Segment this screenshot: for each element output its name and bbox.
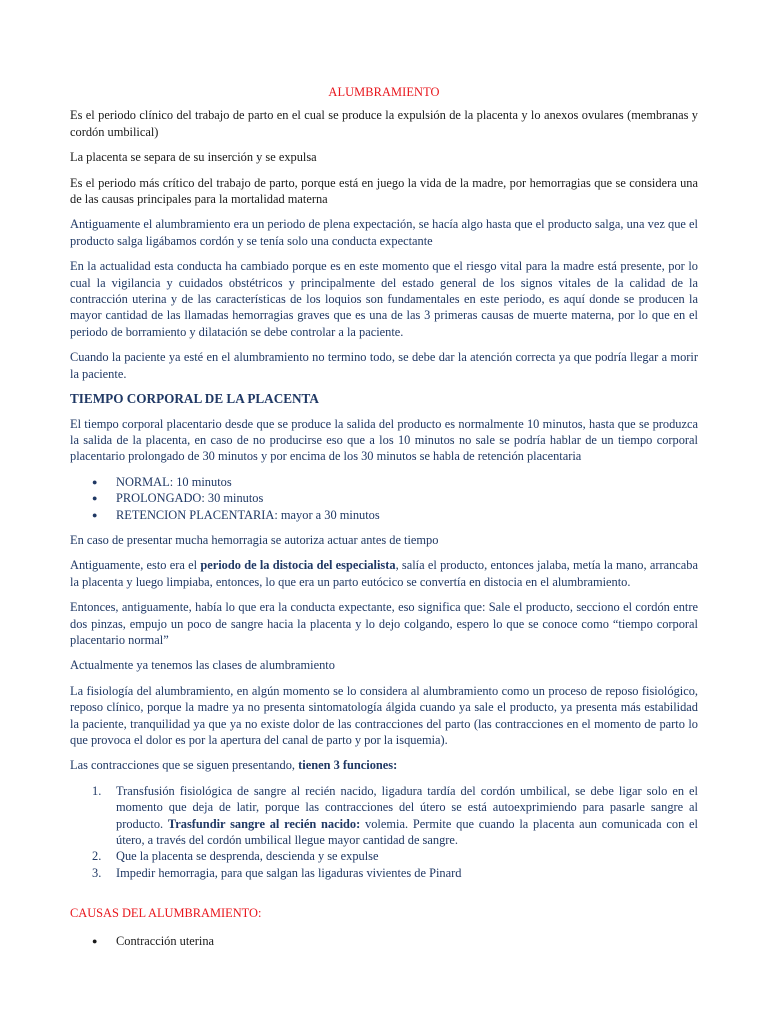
section-heading-causes: CAUSAS DEL ALUMBRAMIENTO: [70,906,262,921]
paragraph-critical-period: Es el periodo más crítico del trabajo de parto, porque está en juego la vida de la madre, por hemorragias que se considera una de las causas principales para la mortalidad materna [70,175,698,207]
document-title: ALUMBRAMIENTO [328,85,440,99]
list-item [70,474,698,490]
paragraph-classes: Actualmente ya tenemos las clases de alumbramiento [70,658,335,673]
list-number: 1. [92,783,102,798]
list-number: 3. [92,865,102,880]
time-value: 30 minutos [204,491,264,506]
paragraph-placenta-separation: La placenta se separa de su inserción y se expulsa [70,150,317,165]
time-value: 10 minutos [173,474,232,489]
dystocia-text-post: , salía el producto, entonces jalaba, metía la mano, arrancaba la placenta y luego limpiaba, entonces, lo que era un parto eutócico se convertía en distocia en el alumbramiento. [70,558,698,589]
list-item [70,507,698,523]
paragraph-attention: Cuando la paciente ya esté en el alumbramiento no termino todo, se debe dar la atención correcta ya que podría llegar a morir la paciente. [70,350,698,381]
dystocia-bold: periodo de la distocia del especialista [200,558,396,573]
list-item [70,865,698,881]
time-list [70,474,698,523]
dystocia-text-pre: Antiguamente, esto era el [70,558,201,573]
time-label: RETENCION PLACENTARIA: [116,507,278,522]
list-item [70,933,698,949]
paragraph-hemorrhage: En caso de presentar mucha hemorragia se autoriza actuar antes de tiempo [70,532,439,547]
bullet-icon: ● [92,476,98,487]
paragraph-physiology: La fisiología del alumbramiento, en algún momento se lo considera al alumbramiento como un proceso de reposo fisiológico, reposo clínico, porque la madre ya no presenta sintomatología álgida cuando ya sale el producto, ya presenta más estabilidad la paciente, tranquilidad ya que ya no existe dolor de las contracciones del parto (las contracciones en el momento de parto lo que provoca el dolor es por la apertura del canal de parto y por la isquemia). [70,683,698,747]
time-label: NORMAL: [116,474,174,489]
function-text-post: volemia. Permite que cuando la placenta aun comunicada con el útero, a través del cordón umbilical llegue mayor cantidad de sangre. [116,816,699,848]
causes-list [70,933,698,949]
time-label: PROLONGADO: [116,491,205,506]
list-item [70,783,698,849]
paragraph-dystocia [70,557,698,590]
list-item [70,490,698,506]
cause-text: Contracción uterina [116,933,215,948]
bullet-icon: ● [92,493,98,504]
paragraph-placental-time: El tiempo corporal placentario desde que se produce la salida del producto es normalmente 10 minutos, hasta que se produzca la salida de la placenta, en caso de no producirse eso que a los 10 minutos no sale se podría hablar de un tiempo corporal placentario prolongado de 30 minutos y por encima de los 30 minutos se habla de retención placentaria [70,416,698,464]
paragraph-functions-intro [70,757,698,773]
list-number: 2. [92,849,102,864]
list-item [70,848,698,864]
section-heading-placental-time: TIEMPO CORPORAL DE LA PLACENTA [70,391,319,407]
function-text-pre: Transfusión fisiológica de sangre al recién nacido, ligadura tardía del cordón umbilical, se debe ligar solo en el momento que deja de latir, porque las contracciones del útero se está autoexprimiendo para pasarle sangre al producto. [116,783,698,831]
functions-list [70,783,698,881]
function-text-pre: Que la placenta se desprenda, descienda y se expulse [116,849,379,864]
functions-intro-bold: tienen 3 funciones: [298,758,398,773]
bullet-icon: ● [92,509,98,520]
functions-intro-pre: Las contracciones que se siguen presentando, [70,758,299,773]
paragraph-expectant-conduct: Entonces, antiguamente, había lo que era la conducta expectante, eso significa que: Sale el producto, secciono el cordón entre dos pinzas, empujo un poco de sangre hacia la placenta y lo dejo colgando, espero lo que se conoce como “tiempo corporal placentario normal” [70,600,698,647]
paragraph-historical: Antiguamente el alumbramiento era un periodo de plena expectación, se hacía algo hasta que el producto salga, una vez que el producto salga ligábamos cordón y se tenía solo una conducta expectante [70,217,698,248]
document-body [70,84,698,958]
function-text-pre: Impedir hemorragia, para que salgan las ligaduras vivientes de Pinard [116,865,462,880]
paragraph-current-conduct: En la actualidad esta conducta ha cambiado porque es en este momento que el riesgo vital para la madre está presente, por lo cual la vigilancia y cuidados obstétricos y principalmente del estado general de los signos vitales de la calidad de la contracción uterina y de las características de los loquios son fundamentales en este periodo, es aquí donde se producen la mayor cantidad de las llamadas hemorragias graves que es una de las 3 primeras causas de muerte materna, por lo que en el periodo de borramiento y dilatación se debe controlar a la paciente. [70,259,698,339]
time-value: mayor a 30 minutos [277,507,380,522]
paragraph-definition: Es el periodo clínico del trabajo de parto en el cual se produce la expulsión de la placenta y lo anexos ovulares (membranas y cordón umbilical) [70,108,698,139]
bullet-icon: ● [92,935,98,946]
function-text-bold: Trasfundir sangre al recién nacido: [167,816,361,831]
